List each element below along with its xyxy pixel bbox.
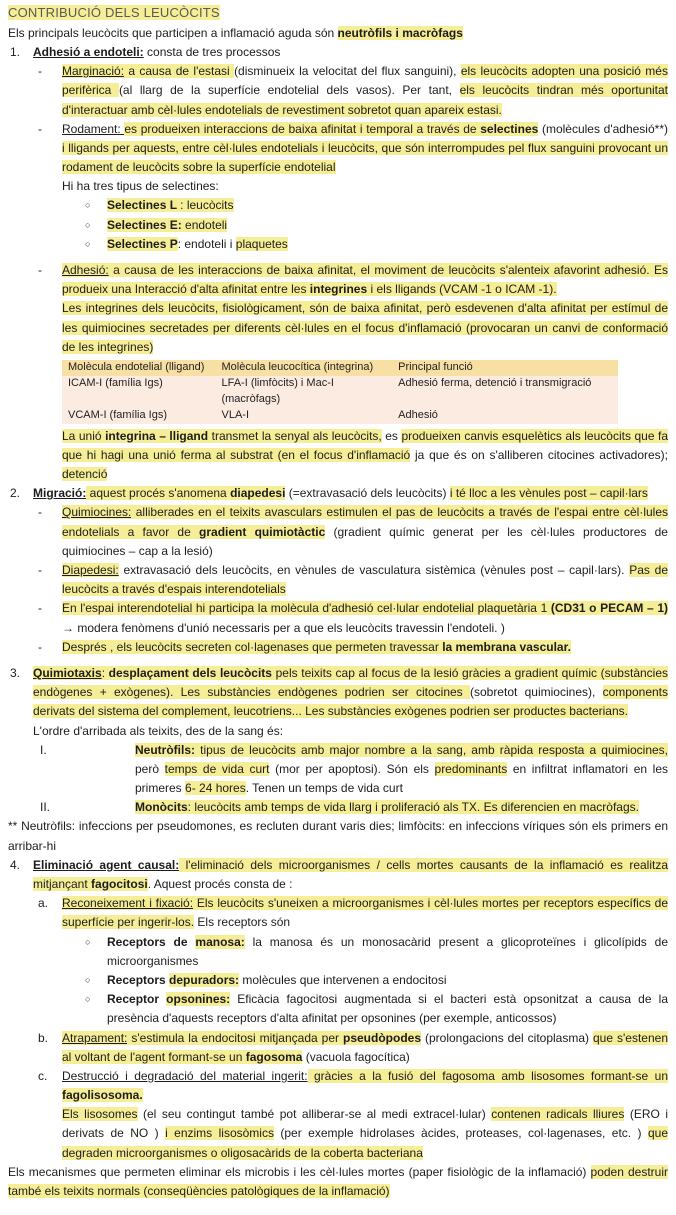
list-marker: c. xyxy=(38,1068,48,1083)
text-run: es produeixen interaccions de baixa afinitat i temporal a través de xyxy=(124,121,481,136)
paragraph xyxy=(8,1105,668,1163)
text-run: Neutròfils: xyxy=(135,742,195,757)
text-run: . Tenen un temps de vida curt xyxy=(245,781,403,796)
list-item xyxy=(8,196,668,215)
text-run: pseudòpodes xyxy=(342,1030,421,1045)
text-run: → modera fenòmens d'unió necessaris per a que els leucòcits travessin l'endoteli. ) xyxy=(62,620,505,635)
text-run: ** Neutròfils: infeccions per pseudomones, es recluten durant varis dies; limfòcits: en infeccions víriques són els primers en arribar-hi xyxy=(8,819,668,853)
text-run: (molècules d'adhesió**) xyxy=(538,121,668,136)
list-marker: - xyxy=(38,505,42,520)
list-item xyxy=(8,62,668,120)
list-item xyxy=(8,933,668,971)
paragraph xyxy=(8,1163,668,1201)
list-item xyxy=(8,503,668,561)
text-run: En l'espai interendotelial hi participa la molècula d'adhesió cel·lular endotelial plaquetària 1 xyxy=(62,601,551,616)
text-run: que degraden microorganismes o oligosacàrids de la coberta bacteriana xyxy=(62,1126,668,1160)
text-run: integrines xyxy=(309,282,368,297)
text-run: gradient quimiotàctic xyxy=(199,524,326,539)
text-run: predominants xyxy=(434,761,508,776)
list-item xyxy=(8,1029,668,1067)
list-item xyxy=(8,664,668,722)
text-run: depuradors: xyxy=(169,972,240,987)
text-run: Adhesió: xyxy=(62,263,109,278)
text-run: els leucòcits tindran més oportunitat d'interactuar amb cèl·lules endotelials de revestiment sobretot quan apareix estasi. xyxy=(62,83,669,117)
list-item xyxy=(8,798,668,817)
text-run: fagolisosoma. xyxy=(62,1088,143,1103)
list-marker: - xyxy=(38,601,42,616)
text-run: extravasació dels leucòcits, en vènules de vasculatura sistèmica (vènules post – capil·lars). xyxy=(118,563,630,578)
page-title xyxy=(8,3,668,24)
text-run: transmet la senyal als leucòcits, xyxy=(208,428,382,443)
text-run: Les integrines dels leucòcits, fisiològicament, són de baixa afinitat, però esdevenen d'alta afinitat per estímul de les quimiocines secretades per diferents cèl·lules en el focus d'inflamació (provocaran un canvi de conformació de les integrines) xyxy=(62,301,668,354)
list-item xyxy=(8,484,668,503)
table-cell: ICAM-I (família Igs) xyxy=(62,376,215,408)
list-marker: - xyxy=(38,263,42,278)
table-header-cell: Molècula endotelial (lligand) xyxy=(62,360,215,376)
list-marker: - xyxy=(38,64,42,79)
text-run: L'ordre d'arribada als teixits, des de la sang és: xyxy=(33,723,284,738)
paragraph xyxy=(8,427,668,485)
list-marker: b. xyxy=(38,1030,49,1045)
paragraph xyxy=(8,177,668,196)
table-cell: LFA-I (limfòcits) i Mac-I (macròfags) xyxy=(215,376,392,408)
text-run: l'eliminació dels microorganismes / cells mortes causants de la inflamació es realitza mitjançant xyxy=(33,857,669,892)
text-run: Quimiotaxis xyxy=(33,665,102,680)
text-run: i els lligands (VCAM -1 o ICAM -1). xyxy=(367,282,557,297)
text-run: manosa: xyxy=(195,934,245,949)
text-run: produeixen canvis esquelètics als leucòcits que fa que hi hagi una unió ferma al substrat (en el focus d'inflamació xyxy=(62,428,669,462)
text-run: la manosa és un monosacàrid present a glicoproteïnes i glicolípids de microorganismes xyxy=(107,934,669,968)
circle-bullet-icon: ○ xyxy=(85,200,91,211)
table-header-cell: Molècula leucocítica (integrina) xyxy=(215,360,392,376)
text-run: (vacuola fagocítica) xyxy=(302,1049,410,1064)
circle-bullet-icon: ○ xyxy=(85,994,91,1005)
list-item xyxy=(8,856,668,894)
list-item xyxy=(8,971,668,990)
text-run: Pas de leucòcits a través d'espais interendotelials xyxy=(62,563,669,597)
text-run: a causa de l'estasi xyxy=(124,64,235,79)
text-run: (al llarg de la superfície endotelial dels vasos). Per tant, xyxy=(118,83,460,98)
text-run: diapedesi xyxy=(230,486,286,501)
text-run: (=extravasació dels leucòcits) xyxy=(285,486,450,501)
text-run: que s'estenen al voltant de l'agent formant-se un xyxy=(62,1030,668,1064)
text-run: La unió xyxy=(62,428,106,443)
list-marker: - xyxy=(38,563,42,578)
text-run: Els lisosomes xyxy=(62,1107,138,1122)
text-run: Diapedesi: xyxy=(62,563,119,578)
list-item xyxy=(8,561,668,599)
list-marker: I. xyxy=(40,742,47,757)
list-marker: 2. xyxy=(10,486,21,501)
list-item xyxy=(8,261,668,299)
text-run: Hi ha tres tipus de selectines: xyxy=(62,179,219,194)
text-run: gràcies a la fusió del fagosoma amb lisosomes formant-se un xyxy=(307,1068,668,1083)
text-run: a causa de les interaccions de baixa afinitat, el moviment de leucòcits s'alenteix afavorint adhesió. Es produeix una Interacció d'alta afinitat entre les xyxy=(62,263,668,297)
text-run: Adhesió a endoteli: xyxy=(33,44,144,59)
table-cell: VCAM-I (família Igs) xyxy=(62,408,215,424)
text-run: : leucòcits xyxy=(180,198,234,213)
text-run: Selectines L xyxy=(107,198,181,213)
text-run: neutròfils i macròfags xyxy=(337,25,463,40)
text-run: CONTRIBUCIÓ DELS LEUCÒCITS xyxy=(8,5,220,20)
text-run: ja que és on s'alliberen citocines activadores); xyxy=(410,447,669,462)
text-run: Atrapament: xyxy=(62,1030,128,1045)
text-run: Els leucòcits s'uneixen a microorganismes i cèl·lules mortes per receptors específics de superfície per ingerir-los. xyxy=(62,896,668,930)
text-run: alliberades en el teixits avasculars estimulen el pas de leucòcits a través de l'espai entre cèl·lules endotelials a favor de xyxy=(62,505,668,539)
list-marker: 3. xyxy=(10,665,21,680)
list-item xyxy=(8,1067,668,1105)
text-run: . Aquest procés consta de : xyxy=(147,877,293,892)
text-run: Destrucció i degradació del material ingerit: xyxy=(62,1068,308,1083)
paragraph xyxy=(8,24,668,43)
text-run: components derivats del sistema del complement, leucotriens... Les substàncies exògenes podrien ser productes bacterians. xyxy=(33,685,668,719)
text-run: Receptor xyxy=(107,992,167,1007)
text-run: Migració: xyxy=(33,486,87,501)
text-run: temps de vida curt xyxy=(164,761,270,776)
paragraph xyxy=(8,722,668,741)
text-run: plaquetes xyxy=(235,236,288,251)
text-run: (CD31 o PECAM – 1) xyxy=(550,601,668,616)
text-run: consta de tres processos xyxy=(143,44,281,59)
list-item xyxy=(8,235,668,254)
table-row xyxy=(62,408,618,424)
text-run: Rodament: xyxy=(62,121,125,136)
text-run: Selectines E: xyxy=(107,217,182,232)
text-run: (disminueix la velocitat del flux sanguini), xyxy=(234,64,461,79)
list-item xyxy=(8,990,668,1028)
text-run: 6- 24 hores xyxy=(185,781,246,796)
text-run: aquest procés s'anomena xyxy=(86,486,231,501)
text-run: Eliminació agent causal: xyxy=(33,857,180,872)
text-run: tipus de leucòcits amb major nombre a la sang, amb ràpida resposta a quimiocines, xyxy=(195,742,668,757)
text-run: Eficàcia fagocitosi augmentada si el bacteri està opsonitzat a causa de la presència d'aquests receptors d'alta afinitat per opsonines (per exemple, anticossos) xyxy=(107,992,668,1026)
text-run: (mor per apoptosi). Són els xyxy=(269,761,435,776)
text-run: Els receptors són xyxy=(194,915,291,930)
list-item xyxy=(8,120,668,178)
text-run: detenció xyxy=(62,467,108,482)
list-item xyxy=(8,216,668,235)
text-run: (gradient químic generat per les cèl·lules productores de quimiocines – cap a la lesió) xyxy=(62,524,668,558)
circle-bullet-icon: ○ xyxy=(85,238,91,249)
table-cell: Adhesió xyxy=(392,408,618,424)
text-run: integrina – lligand xyxy=(105,428,209,443)
paragraph xyxy=(8,817,668,855)
text-run: selectines xyxy=(480,121,539,136)
text-run: pels teixits cap al focus de la lesió gràcies a gradient químic (substàncies endògenes + exògenes). Les substàncies endògenes podrien ser citocines xyxy=(33,665,669,700)
paragraph xyxy=(8,299,668,357)
text-run: i té lloc a les vènules post – capil·lars xyxy=(449,486,648,501)
text-run: desplaçament dels leucòcits xyxy=(108,665,272,680)
text-run: Els mecanismes que permeten eliminar els microbis i les cèl·lules mortes (paper fisiològic de la inflamació) xyxy=(8,1164,591,1179)
table-row xyxy=(62,376,618,408)
text-run: i lligands per aquests, entre cèl·lules endotelials i leucòcits, que són interrompudes pel flux sanguini provocant un rodament de leucòcits sobre la superfície endotelial xyxy=(62,140,668,175)
text-run: fagocitosi xyxy=(91,877,148,892)
table-header-cell: Principal funció xyxy=(392,360,618,376)
text-run: Quimiocines: xyxy=(62,505,132,520)
list-item xyxy=(8,599,668,637)
document-body xyxy=(8,3,668,1201)
text-run: endoteli xyxy=(181,217,228,232)
list-marker: a. xyxy=(38,896,49,911)
text-run: : endoteli i xyxy=(177,236,236,251)
text-run: (per exemple hidrolases àcides, proteases, col·lagenases, etc. ) xyxy=(273,1126,648,1141)
adhesion-molecules-table xyxy=(62,360,668,424)
list-marker: - xyxy=(38,121,42,136)
text-run: contenen radicals lliures xyxy=(491,1107,625,1122)
list-item xyxy=(8,638,668,657)
list-marker: 4. xyxy=(10,857,21,872)
text-run: i enzims lisosòmics xyxy=(165,1126,274,1141)
text-run: Marginació: xyxy=(62,64,125,79)
text-run: (ERO i derivats de NO ) xyxy=(62,1107,668,1141)
list-item xyxy=(8,43,668,62)
list-item xyxy=(8,894,668,932)
list-item xyxy=(8,741,668,799)
list-marker: II. xyxy=(40,800,51,815)
text-run: (el seu contingut també pot alliberar-se al medi extracel·lular) xyxy=(137,1107,492,1122)
text-run: : leucòcits amb temps de vida llarg i proliferació als TX. Es diferencien en macròfags. xyxy=(187,800,639,815)
text-run: : xyxy=(101,665,109,680)
text-run: (sobretot quimiocines), xyxy=(469,685,603,700)
text-run: fagosoma xyxy=(245,1049,303,1064)
text-run: s'estimula la endocitosi mitjançada per xyxy=(127,1030,343,1045)
text-run: molècules que intervenen a endocitosi xyxy=(239,972,447,987)
text-run: (prolongacions del citoplasma) xyxy=(421,1030,593,1045)
text-run: Els principals leucòcits que participen a inflamació aguda són xyxy=(8,25,338,40)
list-marker: 1. xyxy=(10,44,21,59)
text-run: la membrana vascular. xyxy=(442,639,571,654)
list-marker: - xyxy=(38,639,42,654)
table-cell: VLA-I xyxy=(215,408,392,424)
text-run: en infiltrat inflamatori en les primeres xyxy=(135,761,668,796)
text-run: poden destruir també els teixits normals (conseqüències patològiques de la inflamació) xyxy=(8,1164,669,1199)
circle-bullet-icon: ○ xyxy=(85,974,91,985)
text-run: Monòcits xyxy=(135,800,188,815)
text-run: però xyxy=(135,761,165,776)
text-run: Reconeixement i fixació: xyxy=(62,896,194,911)
text-run: Receptors de xyxy=(107,934,196,949)
text-run: els leucòcits adopten una posició més perifèrica xyxy=(62,64,668,98)
circle-bullet-icon: ○ xyxy=(85,936,91,947)
text-run: opsonines: xyxy=(166,992,231,1007)
text-run: es xyxy=(381,428,402,443)
table-cell: Adhesió ferma, detenció i transmigració xyxy=(392,376,618,408)
text-run: Selectines P xyxy=(107,236,178,251)
text-run: Receptors xyxy=(107,972,170,987)
circle-bullet-icon: ○ xyxy=(85,219,91,230)
text-run: Després , els leucòcits secreten col·lagenases que permeten travessar xyxy=(62,639,443,654)
